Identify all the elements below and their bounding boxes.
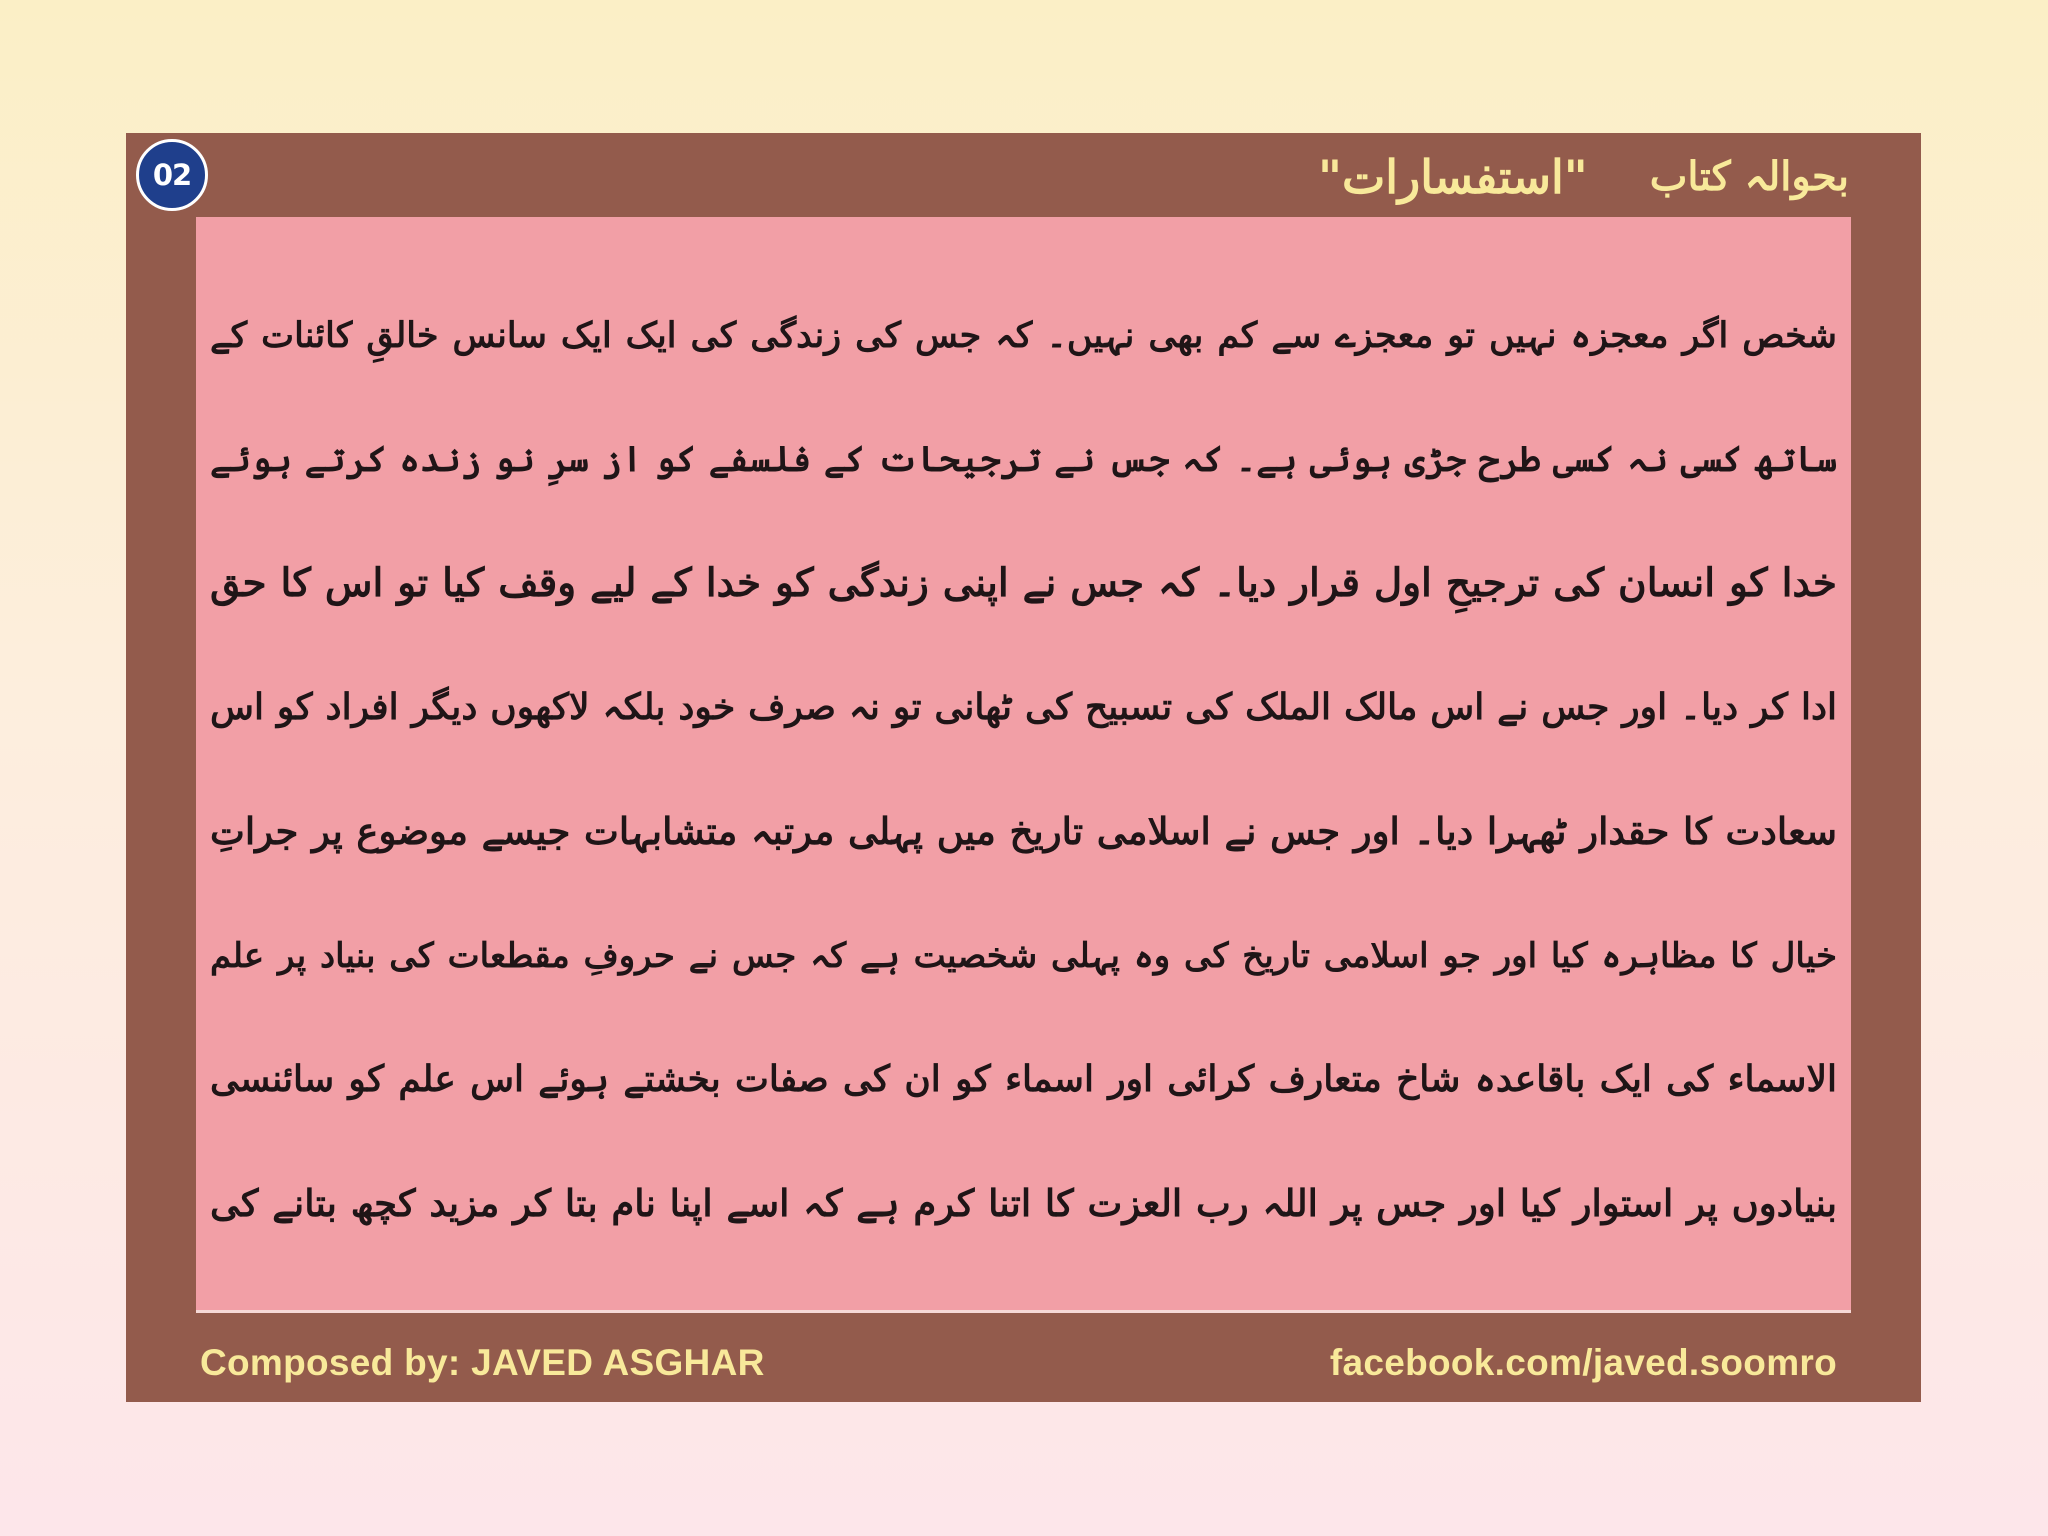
book-title: "استفسارات" bbox=[1317, 150, 1588, 204]
reference-label: بحوالہ کتاب bbox=[1649, 153, 1849, 200]
text-line: شخص اگر معجزہ نہیں تو معجزے سے کم بھی نہیں۔ کہ جس کی زندگی کی ایک ایک سانس خالقِ کائنات کے bbox=[210, 314, 1837, 356]
text-line: سعادت کا حقدار ٹھہرا دیا۔ اور جس نے اسلامی تاریخ میں پہلی مرتبہ متشابہات جیسے موضوع پر جراتِ bbox=[210, 809, 1837, 853]
page-number-badge: 02 bbox=[136, 139, 208, 211]
text-line: الاسماء کی ایک باقاعدہ شاخ متعارف کرائی اور اسماء کو ان کی صفات بخشتے ہوئے اس علم کو سائنسی bbox=[210, 1058, 1837, 1100]
card-header bbox=[1318, 147, 1849, 207]
body-text bbox=[210, 273, 1837, 1265]
text-line: خیال کا مظاہرہ کیا اور جو اسلامی تاریخ کی وہ پہلی شخصیت ہے کہ جس نے حروفِ مقطعات کی بنیاد پر علم bbox=[210, 935, 1837, 976]
text-line: بنیادوں پر استوار کیا اور جس پر اللہ رب العزت کا اتنا کرم ہے کہ اسے اپنا نام بتا کر مزید کچھ بتانے کی bbox=[210, 1181, 1837, 1225]
text-line: ساتھ کسی نہ کسی طرح جڑی ہوئی ہے۔ کہ جس نے ترجیحات کے فلسفے کو از سرِ نو زندہ کرتے ہوئے bbox=[210, 438, 1837, 480]
text-panel bbox=[196, 217, 1851, 1313]
quote-card bbox=[126, 133, 1921, 1402]
composer-credit: Composed by: JAVED ASGHAR bbox=[200, 1342, 765, 1383]
facebook-link[interactable]: facebook.com/javed.soomro bbox=[1329, 1342, 1837, 1383]
text-line: ادا کر دیا۔ اور جس نے اس مالک الملک کی تسبیح کی ٹھانی تو نہ صرف خود بلکہ لاکھوں دیگر افراد کو اس bbox=[210, 686, 1837, 728]
card-footer bbox=[200, 1338, 1837, 1388]
text-line: خدا کو انسان کی ترجیحِ اول قرار دیا۔ کہ جس نے اپنی زندگی کو خدا کے لیے وقف کیا تو اس کا حق bbox=[210, 560, 1837, 606]
